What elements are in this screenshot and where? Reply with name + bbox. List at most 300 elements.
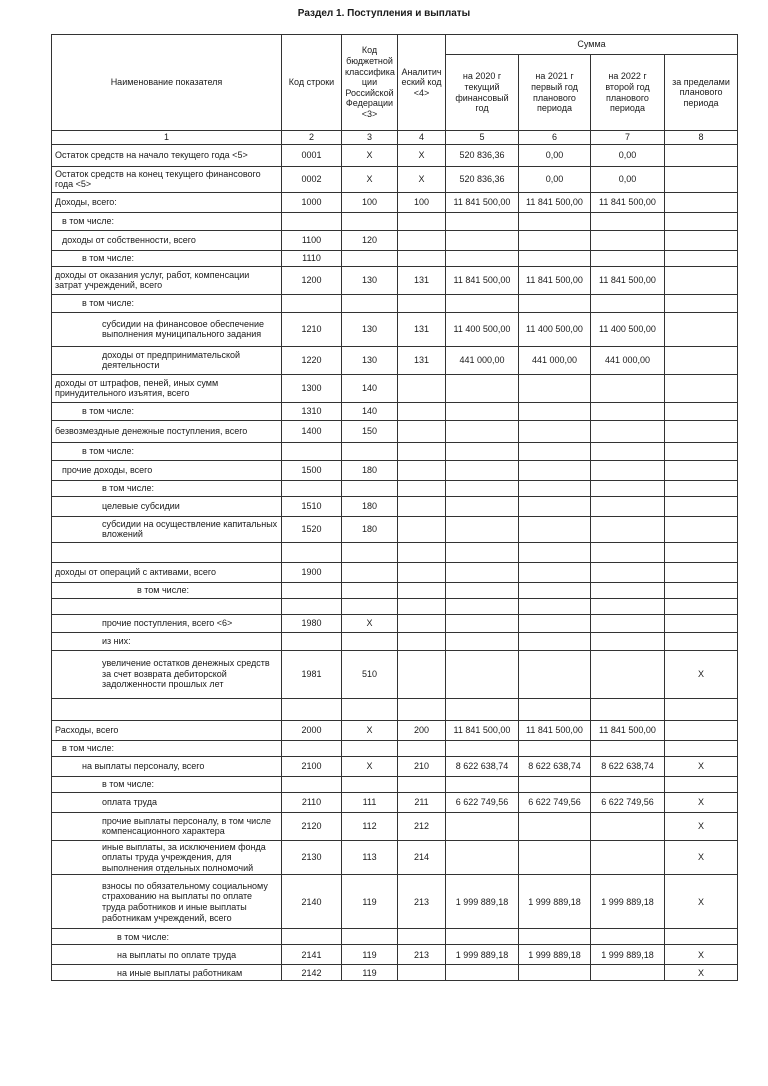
row-2021: 6 622 749,56	[519, 792, 591, 812]
row-2021	[519, 212, 591, 230]
row-2022	[591, 402, 665, 420]
table-row	[52, 598, 738, 614]
row-code: 2110	[282, 792, 342, 812]
row-2020	[446, 598, 519, 614]
row-kbk: 180	[342, 460, 398, 480]
row-analytic	[398, 496, 446, 516]
row-code: 1981	[282, 650, 342, 698]
row-analytic	[398, 542, 446, 562]
row-analytic	[398, 582, 446, 598]
row-beyond	[665, 542, 738, 562]
row-kbk	[342, 582, 398, 598]
row-analytic	[398, 632, 446, 650]
row-code	[282, 929, 342, 945]
row-2020	[446, 374, 519, 402]
table-row	[52, 582, 738, 598]
row-2020: 11 400 500,00	[446, 312, 519, 346]
row-2020: 1 999 889,18	[446, 945, 519, 965]
row-2020: 11 841 500,00	[446, 192, 519, 212]
row-2020	[446, 212, 519, 230]
row-2022	[591, 650, 665, 698]
row-kbk	[342, 929, 398, 945]
row-beyond	[665, 516, 738, 542]
row-2022	[591, 812, 665, 840]
table-row	[52, 792, 738, 812]
header-name: Наименование показателя	[52, 35, 282, 131]
table-row	[52, 542, 738, 562]
row-2020	[446, 442, 519, 460]
row-name: в том числе:	[52, 250, 282, 266]
row-2020	[446, 420, 519, 442]
row-2021	[519, 374, 591, 402]
row-code: 1500	[282, 460, 342, 480]
row-2022	[591, 582, 665, 598]
row-code: 1510	[282, 496, 342, 516]
table-row	[52, 212, 738, 230]
row-2022	[591, 230, 665, 250]
row-analytic	[398, 698, 446, 720]
table-row	[52, 740, 738, 756]
row-kbk: 130	[342, 266, 398, 294]
row-beyond	[665, 312, 738, 346]
row-2020	[446, 840, 519, 875]
row-2020: 520 836,36	[446, 166, 519, 192]
row-2022	[591, 776, 665, 792]
receipts-payments-table	[51, 34, 738, 981]
row-2021	[519, 965, 591, 981]
table-row	[52, 812, 738, 840]
row-kbk: 120	[342, 230, 398, 250]
row-2020	[446, 516, 519, 542]
row-name: доходы от собственности, всего	[52, 230, 282, 250]
row-name: доходы от предпринимательской деятельности	[52, 346, 282, 374]
row-2022	[591, 294, 665, 312]
row-2020: 520 836,36	[446, 144, 519, 166]
row-2020: 441 000,00	[446, 346, 519, 374]
row-2022	[591, 420, 665, 442]
row-name: в том числе:	[52, 582, 282, 598]
row-beyond	[665, 720, 738, 740]
row-2021	[519, 294, 591, 312]
row-name: увеличение остатков денежных средств за счет возврата дебиторской задолженности прошлых лет	[52, 650, 282, 698]
row-analytic	[398, 965, 446, 981]
row-2021: 11 841 500,00	[519, 266, 591, 294]
row-analytic: X	[398, 166, 446, 192]
row-beyond: X	[665, 812, 738, 840]
row-code: 1300	[282, 374, 342, 402]
row-name: в том числе:	[52, 776, 282, 792]
row-kbk	[342, 740, 398, 756]
header-sum: Сумма	[446, 35, 738, 55]
row-2021	[519, 776, 591, 792]
col-num-3: 3	[342, 131, 398, 145]
row-beyond: X	[665, 965, 738, 981]
table-row	[52, 460, 738, 480]
row-analytic	[398, 250, 446, 266]
row-2022	[591, 374, 665, 402]
row-beyond	[665, 740, 738, 756]
row-2021: 441 000,00	[519, 346, 591, 374]
table-row	[52, 420, 738, 442]
row-beyond	[665, 480, 738, 496]
row-kbk: X	[342, 144, 398, 166]
table-row	[52, 875, 738, 929]
row-code: 0002	[282, 166, 342, 192]
row-kbk: 140	[342, 374, 398, 402]
row-2022: 1 999 889,18	[591, 875, 665, 929]
row-kbk: X	[342, 756, 398, 776]
row-beyond	[665, 582, 738, 598]
row-beyond	[665, 632, 738, 650]
table-row	[52, 294, 738, 312]
row-analytic: 131	[398, 312, 446, 346]
row-2020	[446, 460, 519, 480]
col-num-2: 2	[282, 131, 342, 145]
row-kbk	[342, 480, 398, 496]
row-beyond	[665, 614, 738, 632]
row-beyond	[665, 460, 738, 480]
table-row	[52, 312, 738, 346]
row-2020	[446, 480, 519, 496]
row-name: прочие доходы, всего	[52, 460, 282, 480]
row-2020	[446, 562, 519, 582]
row-2021	[519, 402, 591, 420]
row-analytic	[398, 516, 446, 542]
header-code: Код строки	[282, 35, 342, 131]
row-kbk	[342, 294, 398, 312]
row-analytic	[398, 650, 446, 698]
table-row	[52, 250, 738, 266]
row-2022	[591, 542, 665, 562]
row-name	[52, 698, 282, 720]
row-2021: 11 841 500,00	[519, 192, 591, 212]
row-kbk: 180	[342, 516, 398, 542]
row-kbk: 150	[342, 420, 398, 442]
row-2022: 11 841 500,00	[591, 720, 665, 740]
row-2021	[519, 614, 591, 632]
row-analytic	[398, 614, 446, 632]
table-row	[52, 562, 738, 582]
row-beyond	[665, 442, 738, 460]
row-code: 1100	[282, 230, 342, 250]
row-2021	[519, 442, 591, 460]
row-analytic: 212	[398, 812, 446, 840]
row-name: в том числе:	[52, 402, 282, 420]
row-analytic	[398, 402, 446, 420]
row-2021	[519, 812, 591, 840]
row-analytic	[398, 740, 446, 756]
row-code: 1980	[282, 614, 342, 632]
row-2020	[446, 965, 519, 981]
row-kbk: 113	[342, 840, 398, 875]
row-2022	[591, 442, 665, 460]
row-2020	[446, 294, 519, 312]
row-kbk: 111	[342, 792, 398, 812]
row-2022: 441 000,00	[591, 346, 665, 374]
row-name: Остаток средств на конец текущего финансового года <5>	[52, 166, 282, 192]
row-2021	[519, 420, 591, 442]
row-name: в том числе:	[52, 212, 282, 230]
table-row	[52, 929, 738, 945]
row-analytic	[398, 442, 446, 460]
row-beyond	[665, 496, 738, 516]
row-beyond	[665, 266, 738, 294]
row-2022: 0,00	[591, 166, 665, 192]
row-2020	[446, 776, 519, 792]
row-2021	[519, 460, 591, 480]
row-analytic	[398, 562, 446, 582]
row-analytic	[398, 294, 446, 312]
row-kbk	[342, 442, 398, 460]
row-2021	[519, 632, 591, 650]
row-kbk: 180	[342, 496, 398, 516]
row-name: оплата труда	[52, 792, 282, 812]
row-2021: 0,00	[519, 166, 591, 192]
row-analytic: 214	[398, 840, 446, 875]
row-kbk	[342, 250, 398, 266]
row-analytic	[398, 480, 446, 496]
row-analytic: 200	[398, 720, 446, 740]
table-row	[52, 516, 738, 542]
row-2021	[519, 230, 591, 250]
table-row	[52, 496, 738, 516]
col-num-5: 5	[446, 131, 519, 145]
row-code: 2141	[282, 945, 342, 965]
row-name: в том числе:	[52, 740, 282, 756]
table-row	[52, 192, 738, 212]
row-2021: 0,00	[519, 144, 591, 166]
row-code: 1220	[282, 346, 342, 374]
table-row	[52, 720, 738, 740]
row-2022	[591, 250, 665, 266]
row-name: в том числе:	[52, 480, 282, 496]
col-num-8: 8	[665, 131, 738, 145]
table-row	[52, 144, 738, 166]
row-2021	[519, 740, 591, 756]
row-analytic: X	[398, 144, 446, 166]
row-analytic: 131	[398, 346, 446, 374]
row-kbk	[342, 212, 398, 230]
table-row	[52, 614, 738, 632]
table-row	[52, 374, 738, 402]
table-row	[52, 756, 738, 776]
row-name: доходы от штрафов, пеней, иных сумм принудительного изъятия, всего	[52, 374, 282, 402]
row-2022: 11 841 500,00	[591, 266, 665, 294]
table-row	[52, 346, 738, 374]
row-beyond	[665, 374, 738, 402]
row-name: Расходы, всего	[52, 720, 282, 740]
col-num-6: 6	[519, 131, 591, 145]
table-row	[52, 480, 738, 496]
row-2021	[519, 250, 591, 266]
row-beyond	[665, 212, 738, 230]
row-2021	[519, 698, 591, 720]
row-2021	[519, 582, 591, 598]
row-2022	[591, 480, 665, 496]
row-2022	[591, 614, 665, 632]
header-2020: на 2020 г текущий финансовый год	[446, 55, 519, 131]
row-2020	[446, 496, 519, 516]
row-name: на иные выплаты работникам	[52, 965, 282, 981]
col-num-4: 4	[398, 131, 446, 145]
row-kbk: 130	[342, 312, 398, 346]
row-analytic	[398, 598, 446, 614]
table-row	[52, 442, 738, 460]
row-code: 1210	[282, 312, 342, 346]
row-2021: 1 999 889,18	[519, 875, 591, 929]
row-beyond: X	[665, 792, 738, 812]
row-2022	[591, 840, 665, 875]
row-2021	[519, 496, 591, 516]
table-row	[52, 266, 738, 294]
row-kbk: 100	[342, 192, 398, 212]
row-2022: 11 400 500,00	[591, 312, 665, 346]
row-kbk	[342, 632, 398, 650]
row-2020	[446, 542, 519, 562]
row-kbk	[342, 698, 398, 720]
row-2020	[446, 740, 519, 756]
row-name	[52, 542, 282, 562]
row-code: 1400	[282, 420, 342, 442]
row-beyond	[665, 144, 738, 166]
row-name: целевые субсидии	[52, 496, 282, 516]
header-kbk: Код бюджетной классифика ции Российской Федерации <3>	[342, 35, 398, 131]
row-2020	[446, 929, 519, 945]
table-row	[52, 965, 738, 981]
row-code: 1520	[282, 516, 342, 542]
row-2020	[446, 614, 519, 632]
row-2022	[591, 698, 665, 720]
row-code	[282, 632, 342, 650]
row-code	[282, 212, 342, 230]
row-2022	[591, 516, 665, 542]
row-kbk: 119	[342, 875, 398, 929]
row-analytic	[398, 374, 446, 402]
row-beyond: X	[665, 840, 738, 875]
row-code: 1200	[282, 266, 342, 294]
row-name: на выплаты по оплате труда	[52, 945, 282, 965]
row-2020: 8 622 638,74	[446, 756, 519, 776]
row-kbk	[342, 562, 398, 582]
row-name: взносы по обязательному социальному страхованию на выплаты по оплате труда работников и иные выплаты работникам учреждений, всего	[52, 875, 282, 929]
table-row	[52, 698, 738, 720]
row-2020	[446, 230, 519, 250]
row-code: 2120	[282, 812, 342, 840]
row-2020: 11 841 500,00	[446, 720, 519, 740]
row-2022	[591, 496, 665, 516]
row-analytic	[398, 460, 446, 480]
row-name: на выплаты персоналу, всего	[52, 756, 282, 776]
row-code: 2140	[282, 875, 342, 929]
row-kbk: 140	[342, 402, 398, 420]
row-2021: 1 999 889,18	[519, 945, 591, 965]
row-2021	[519, 480, 591, 496]
row-beyond: X	[665, 945, 738, 965]
row-analytic	[398, 776, 446, 792]
row-kbk	[342, 598, 398, 614]
row-name: Доходы, всего:	[52, 192, 282, 212]
row-code: 1900	[282, 562, 342, 582]
row-name: доходы от операций с активами, всего	[52, 562, 282, 582]
row-2020: 11 841 500,00	[446, 266, 519, 294]
row-name: субсидии на осуществление капитальных вложений	[52, 516, 282, 542]
row-beyond	[665, 776, 738, 792]
row-code	[282, 294, 342, 312]
row-code	[282, 776, 342, 792]
row-code: 1000	[282, 192, 342, 212]
row-2022: 8 622 638,74	[591, 756, 665, 776]
row-code: 2130	[282, 840, 342, 875]
row-2022: 6 622 749,56	[591, 792, 665, 812]
row-2020	[446, 632, 519, 650]
row-2022	[591, 460, 665, 480]
row-name: прочие поступления, всего <6>	[52, 614, 282, 632]
row-name: в том числе:	[52, 929, 282, 945]
row-analytic: 211	[398, 792, 446, 812]
row-2021	[519, 598, 591, 614]
row-name: доходы от оказания услуг, работ, компенсации затрат учреждений, всего	[52, 266, 282, 294]
row-2020	[446, 812, 519, 840]
row-beyond	[665, 402, 738, 420]
row-kbk	[342, 776, 398, 792]
row-code: 1110	[282, 250, 342, 266]
row-beyond	[665, 192, 738, 212]
row-analytic: 213	[398, 945, 446, 965]
row-code	[282, 740, 342, 756]
row-analytic	[398, 929, 446, 945]
row-2020	[446, 250, 519, 266]
row-code	[282, 542, 342, 562]
table-row	[52, 945, 738, 965]
table-row	[52, 776, 738, 792]
row-analytic: 100	[398, 192, 446, 212]
row-2022	[591, 598, 665, 614]
row-beyond: X	[665, 875, 738, 929]
row-2021	[519, 929, 591, 945]
header-2022: на 2022 г второй год планового периода	[591, 55, 665, 131]
row-beyond	[665, 230, 738, 250]
row-analytic: 213	[398, 875, 446, 929]
row-2020: 6 622 749,56	[446, 792, 519, 812]
row-2022: 11 841 500,00	[591, 192, 665, 212]
row-beyond: X	[665, 756, 738, 776]
row-code	[282, 598, 342, 614]
row-2021	[519, 516, 591, 542]
row-2021: 11 400 500,00	[519, 312, 591, 346]
row-2021: 8 622 638,74	[519, 756, 591, 776]
row-name: иные выплаты, за исключением фонда оплаты труда учреждения, для выполнения отдельных полномочий	[52, 840, 282, 875]
row-beyond	[665, 250, 738, 266]
row-2022	[591, 212, 665, 230]
row-2022: 1 999 889,18	[591, 945, 665, 965]
row-code: 2142	[282, 965, 342, 981]
row-name: в том числе:	[52, 294, 282, 312]
row-name: прочие выплаты персоналу, в том числе компенсационного характера	[52, 812, 282, 840]
row-kbk: 112	[342, 812, 398, 840]
row-name: субсидии на финансовое обеспечение выполнения муниципального задания	[52, 312, 282, 346]
row-code: 0001	[282, 144, 342, 166]
row-2022	[591, 740, 665, 756]
table-row	[52, 230, 738, 250]
row-name: из них:	[52, 632, 282, 650]
table-row	[52, 166, 738, 192]
row-kbk	[342, 542, 398, 562]
table-row	[52, 402, 738, 420]
table-row	[52, 650, 738, 698]
row-kbk: 130	[342, 346, 398, 374]
row-beyond	[665, 598, 738, 614]
row-kbk: X	[342, 614, 398, 632]
